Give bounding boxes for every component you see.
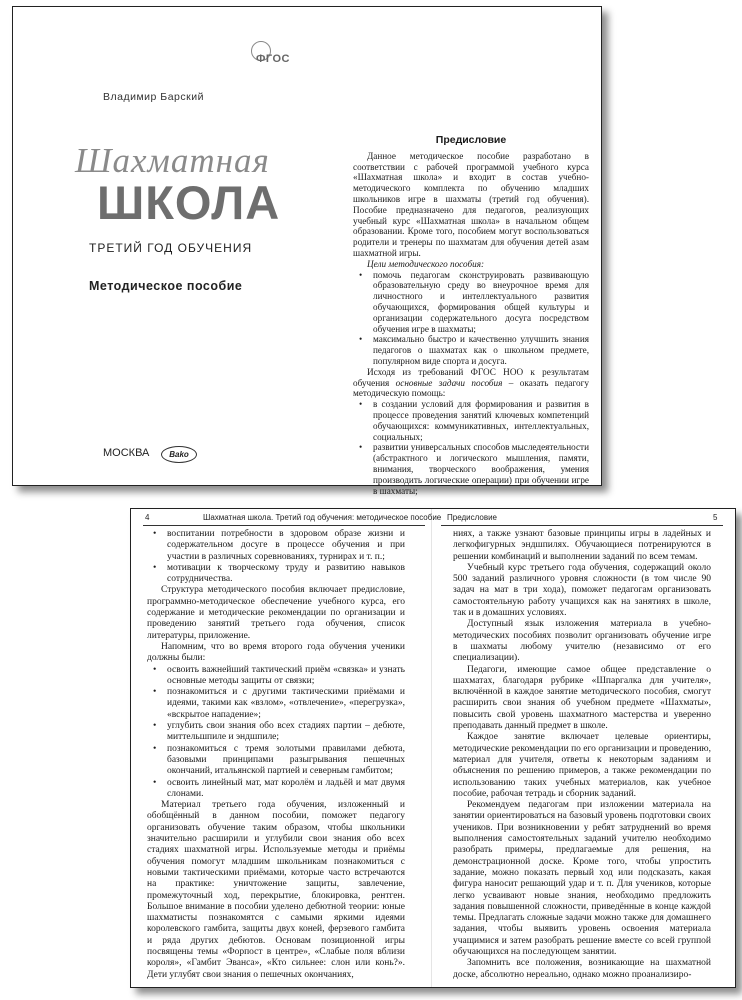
body-paragraph: Напомним, что во время второго года обучения ученики должны были: <box>147 641 405 664</box>
preface-text <box>353 135 589 496</box>
list-item: • познакомиться и с другими тактическими приёмами и идеями, такими как «взлом», «отвлечение», «перегрузка», «вскрытое нападение»; <box>147 687 405 721</box>
list-item: • освоить линейный мат, мат королём и ладьёй и мат двумя слонами. <box>147 778 405 801</box>
body-paragraph: Доступный язык изложения материала в учебно-методических пособиях позволит организовать обучение игре в шахматы любому учителю (независимо от его специализации). <box>453 619 711 664</box>
body-paragraph: Материал третьего года обучения, изложенный и обобщённый в данном пособии, поможет педагогу организовать обучение таким образом, чтобы школьники значительно расширили и углубили свои знания обо всех стадиях шахматной игры. Используемые методы и приёмы обучения помогут младшим школьникам познакомиться с новыми тактическими приёмами, которые часто встречаются на практике: уничтожение защиты, завлечение, промежуточный ход, перекрытие, блокировка, рентген. Большое внимание в пособии уделено дебютной теории: юные шахматисты познакомятся с самыми яркими идеями королевского гамбита, защиты двух коней, ферзевого гамбита и ряда других дебютов. Основам позиционной игры посвящены темы «Форпост в центре», «Слабые поля вблизи короля», «Гамбит Эванса», «Кто сильнее: слон или конь?». Дети углубят свои знания о пешечных окончаниях, <box>147 800 405 980</box>
page-number-left: 4 <box>145 513 150 522</box>
preface-paragraph: Исходя из требований ФГОС НОО к результатам обучения основные задачи пособия – оказать педагогу методическую помощь: <box>353 366 589 399</box>
book-title-script: Шахматная <box>75 141 270 180</box>
list-item: • освоить важнейший тактический приём «связка» и узнать основные методы защиты от связки; <box>147 665 405 688</box>
publisher-city: МОСКВА <box>103 447 150 459</box>
goals-list <box>353 270 589 367</box>
list-item: • познакомиться с тремя золотыми правилами дебюта, базовыми принципами разыгрывания пешечных окончаний, итальянской партией и северным гамбитом; <box>147 744 405 778</box>
body-paragraph: Учебный курс третьего года обучения, содержащий около 500 заданий различного уровня сложности (в том числе 90 задач на мат в три хода), поможет педагогам организовать самостоятельную работу учащихся как на занятиях в школе, так и в домашних условиях. <box>453 562 711 619</box>
tasks-list <box>353 399 589 496</box>
body-paragraph: Структура методического пособия включает предисловие, программно-методическое обеспечение учебного курса, его содержание и методические рекомендации по организации и проведению занятий третьего года обучения, список литературы, приложение. <box>147 585 405 641</box>
list-item: • мотивации к творческому труду и развитию навыков сотрудничества. <box>147 563 405 586</box>
book-author: Владимир Барский <box>103 91 204 103</box>
inner-spread <box>130 508 736 988</box>
list-item: • воспитании потребности в здоровом образе жизни и содержательном досуге в процессе обучения и при участии в различных соревнованиях, турнирах и т. п.; <box>147 529 405 563</box>
list-item: • максимально быстро и качественно улучшить знания педагогов о шахматах как о школьном предмете, популярном виде спорта и досуга. <box>353 334 589 366</box>
running-head-left: Шахматная школа. Третий год обучения: методическое пособие <box>203 513 442 522</box>
list-a <box>147 529 405 585</box>
body-paragraph: Рекомендуем педагогам при изложении материала на занятии ориентироваться на базовый уровень подготовки своих учеников. При возникновении у ребят затруднений во время выполнения самостоятельных заданий учителю необходимо разобрать примеры, предлагаемые для решения, на демонстрационной доске. Кроме того, чтобы упростить задание, можно показать первый ход или подсказать, какая фигура наносит решающий удар и т. п. Для учеников, которые легко усваивают новые знания, необходимо предложить задания повышенной сложности, приведённые в конце каждой темы. Предлагать сложные задачи можно также для домашнего задания, чтобы выявить уровень освоения материала учащимися и затем разобрать решение вместе со всей группой обучающихся на последующем занятии. <box>453 800 711 957</box>
list-item: • углубить свои знания обо всех стадиях партии – дебюте, миттельшпиле и эндшпиле; <box>147 721 405 744</box>
list-item: • развитии универсальных способов мыследеятельности (абстрактного и логического мышления, памяти, внимания, творческого воображения, умения производить логические операции) при обучении игре в шахматы; <box>353 442 589 496</box>
preface-paragraph: Данное методическое пособие разработано в соответствии с рабочей программой учебного курса «Шахматная школа» и входит в состав учебно-методического комплекта по обучению младших школьников игре в шахматы (третий год обучения). Пособие предназначено для педагогов, реализующих учебный курс «Шахматная школа» в начальном общем образовании. Кроме того, пособием могут воспользоваться родители и тренеры по шахматам для обучения детей азам шахматной игры. <box>353 150 589 258</box>
body-paragraph: Каждое занятие включает целевые ориентиры, методические рекомендации по его организации и проведению, материал для учителя, ответы к некоторым заданиям и объяснения по решению примеров, а также рекомендации по использованию таких учебных материалов, как учебное пособие, рабочая тетрадь и сборник заданий. <box>453 732 711 799</box>
body-paragraph: ниях, а также узнают базовые принципы игры в ладейных и легкофигурных эндшпилях. Обучающиеся потренируются в решении комбинаций и выполнении заданий по всем темам. <box>453 529 711 562</box>
book-title-main: ШКОЛА <box>97 176 281 229</box>
cover-spread <box>12 6 602 496</box>
running-head-right: Предисловие <box>447 513 497 522</box>
header-rule <box>143 525 425 526</box>
fgos-logo <box>251 41 291 73</box>
list-item: • в создании условий для формирования и развития в процессе проведения занятий ключевых компетенций обучающихся: коммуникативных, интеллектуальных, социальных; <box>353 399 589 442</box>
publisher-logo: Bako <box>161 446 197 463</box>
preface-heading: Предисловие <box>435 134 507 146</box>
list-b <box>147 665 405 801</box>
body-paragraph: Запомнить все положения, возникающие на шахматной доске, абсолютно нереально, однако можно проанализиро- <box>453 958 711 980</box>
page-5-text <box>453 529 711 981</box>
book-year: ТРЕТИЙ ГОД ОБУЧЕНИЯ <box>89 241 253 255</box>
page-gutter <box>431 509 432 987</box>
body-paragraph: Педагоги, имеющие самое общее представление о шахматах, благодаря рубрике «Шпаргалка для учителя», включённой в каждое занятие методического пособия, смогут расширить свои знания об учебном предмете «Шахматы», повысить свой уровень шахматного мастерства и уверенно преподавать данный предмет в школе. <box>453 664 711 732</box>
fgos-label: ФГОС <box>256 53 290 65</box>
book-subtitle: Методическое пособие <box>89 279 243 293</box>
page-4-text <box>147 529 405 981</box>
goals-label: Цели методического пособия: <box>367 258 485 269</box>
page-number-right: 5 <box>713 513 718 522</box>
header-rule <box>441 525 723 526</box>
list-item: • помочь педагогам сконструировать развивающую образовательную среду во внеурочное время для личностного и интеллектуального развития обучающихся, формирования общей культуры и организации содержательного досуга посредством обучения игре в шахматы; <box>353 270 589 335</box>
